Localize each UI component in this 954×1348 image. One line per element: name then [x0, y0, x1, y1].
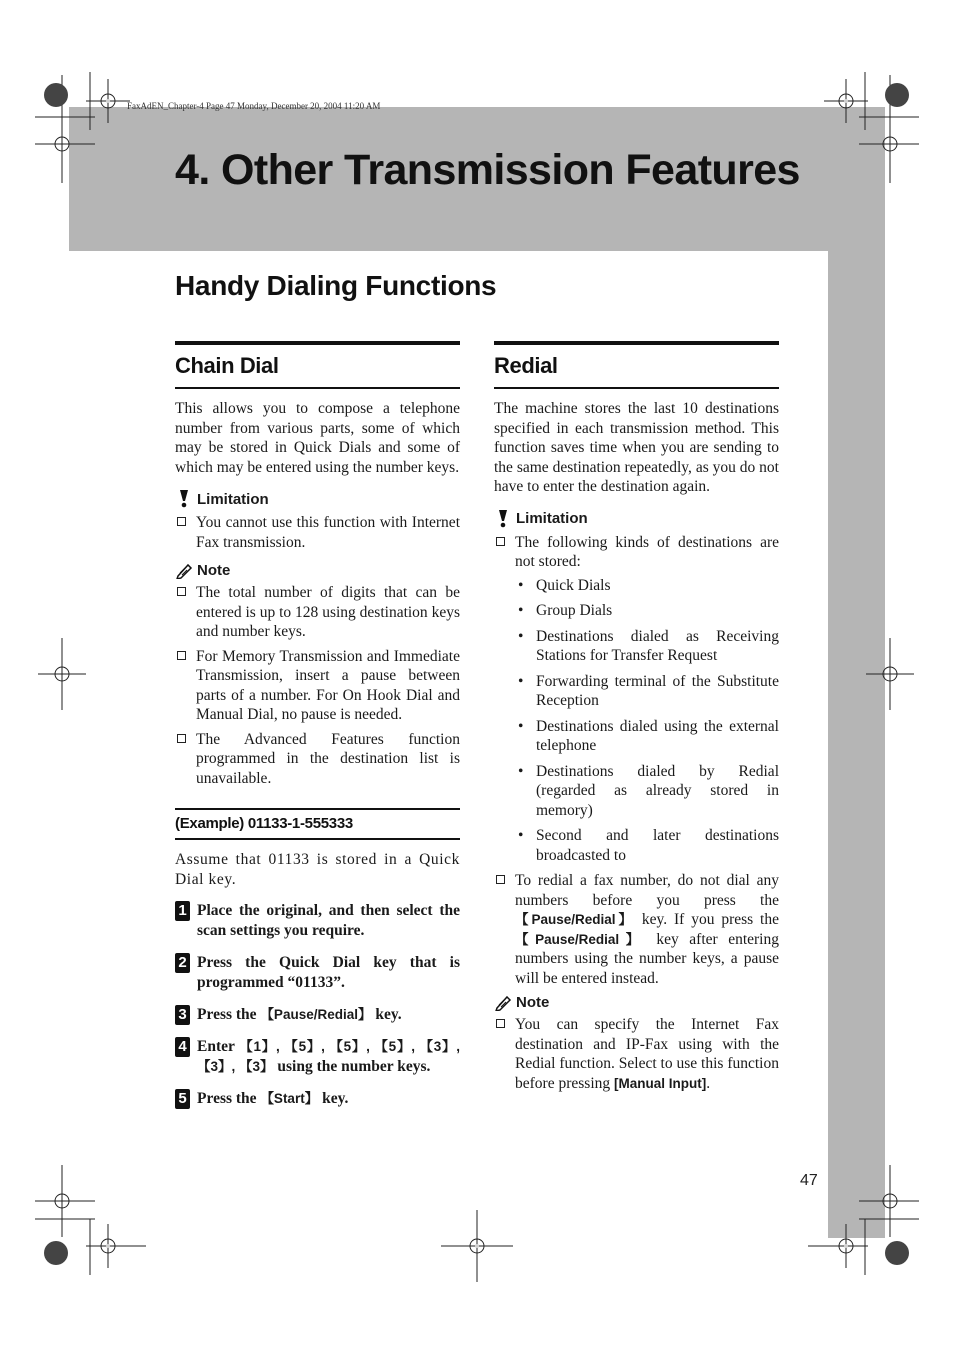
file-slug: FaxAdEN_Chapter-4 Page 47 Monday, December 20, 2004 11:20 AM	[127, 101, 381, 111]
checkbox-bullet-icon	[177, 651, 186, 660]
pencil-icon	[175, 563, 193, 579]
bullet-item: • Destinations dialed as Receiving Stations for Transfer Request	[515, 627, 779, 666]
note-label: Note	[175, 562, 460, 579]
pencil-icon	[494, 995, 512, 1011]
checkbox-bullet-icon	[496, 537, 505, 546]
chapter-title: 4. Other Transmission Features	[175, 146, 800, 194]
bullet-item: • Second and later destinations broadcasted to	[515, 826, 779, 865]
step-number: 1	[175, 901, 190, 921]
redial-heading: Redial	[494, 341, 779, 389]
list-item: The Advanced Features function programmed in the destination list is unavailable.	[175, 730, 460, 789]
page-number: 47	[800, 1172, 818, 1189]
checkbox-bullet-icon	[496, 1019, 505, 1028]
limitation-list	[175, 513, 460, 552]
bullet-item: • Quick Dials	[515, 576, 779, 596]
excluded-destinations-list	[515, 576, 779, 866]
step-1: 1 Place the original, and then select the scan settings you require.	[175, 901, 460, 941]
step-number: 3	[175, 1005, 190, 1025]
key-name: 【Pause/Redial】	[515, 912, 636, 927]
chain-dial-intro: This allows you to compose a telephone number from various parts, some of which may be stored in Quick Dials and some of which may be entered using the number keys.	[175, 400, 460, 476]
note-list	[175, 583, 460, 788]
step-number: 2	[175, 953, 190, 973]
exclamation-icon	[175, 489, 193, 509]
example-intro: Assume that 01133 is stored in a Quick Dial key.	[175, 851, 460, 888]
step-4: 4 Enter 【1】, 【5】, 【5】, 【5】, 【3】, 【3】, 【3】 using the number keys.	[175, 1037, 460, 1077]
checkbox-bullet-icon	[496, 875, 505, 884]
step-2: 2 Press the Quick Dial key that is programmed “01133”.	[175, 953, 460, 993]
step-3: 3 Press the 【Pause/Redial】 key.	[175, 1005, 460, 1025]
key-name: [Manual Input]	[614, 1075, 707, 1091]
list-item: The total number of digits that can be entered is up to 128 using destination keys and number keys.	[175, 583, 460, 642]
section-title: Handy Dialing Functions	[175, 270, 497, 301]
checkbox-bullet-icon	[177, 587, 186, 596]
example-heading: (Example) 01133-1-555333	[175, 808, 460, 840]
note-list	[494, 1015, 779, 1093]
list-item: To redial a fax number, do not dial any numbers before you press the 【Pause/Redial】 key. If you press the 【Pause/Redial】 key after entering numbers using the number keys, a pause will be entered instead.	[494, 871, 779, 988]
step-number: 4	[175, 1037, 190, 1057]
list-item: For Memory Transmission and Immediate Transmission, insert a pause between parts of a number. For On Hook Dial and Manual Dial, no pause is needed.	[175, 647, 460, 725]
list-item: You can specify the Internet Fax destination and IP-Fax using with the Redial function. Select to use this function before pressing [Manual Input].	[494, 1015, 779, 1093]
list-item: The following kinds of destinations are not stored: • Quick Dials • Group Dials • Destinations dialed as Receiving Stations for Transfer Request • Forwarding terminal of the Substitute Reception • Destinations dialed using the external telephone • Destinations dialed by Redial (regarded as already stored in memory) • Second and later destinations broadcasted to	[494, 533, 779, 866]
redial-column	[494, 341, 779, 1098]
key-name: 【Pause/Redial】	[515, 931, 646, 947]
limitation-label: Limitation	[494, 509, 779, 529]
note-label: Note	[494, 994, 779, 1011]
checkbox-bullet-icon	[177, 734, 186, 743]
limitation-label: Limitation	[175, 489, 460, 509]
exclamation-icon	[494, 509, 512, 529]
list-item: You cannot use this function with Internet Fax transmission.	[175, 513, 460, 552]
bullet-item: • Forwarding terminal of the Substitute Reception	[515, 672, 779, 711]
key-name: 【Pause/Redial】	[260, 1007, 372, 1022]
step-number: 5	[175, 1089, 190, 1109]
bullet-item: • Destinations dialed using the external telephone	[515, 717, 779, 756]
key-name: 【Start】	[260, 1091, 319, 1106]
redial-intro: The machine stores the last 10 destinations specified in each transmission method. This function saves time when you are sending to the same destination repeatedly, as you do not have to enter the destination again.	[494, 400, 779, 495]
step-5: 5 Press the 【Start】 key.	[175, 1089, 460, 1109]
checkbox-bullet-icon	[177, 517, 186, 526]
limitation-list	[494, 533, 779, 989]
chain-dial-column	[175, 341, 460, 1109]
chain-dial-heading: Chain Dial	[175, 341, 460, 389]
bullet-item: • Destinations dialed by Redial (regarded as already stored in memory)	[515, 762, 779, 821]
key-name: 【1】, 【5】, 【5】, 【5】, 【3】, 【3】, 【3】	[197, 1039, 461, 1074]
bullet-item: • Group Dials	[515, 601, 779, 621]
